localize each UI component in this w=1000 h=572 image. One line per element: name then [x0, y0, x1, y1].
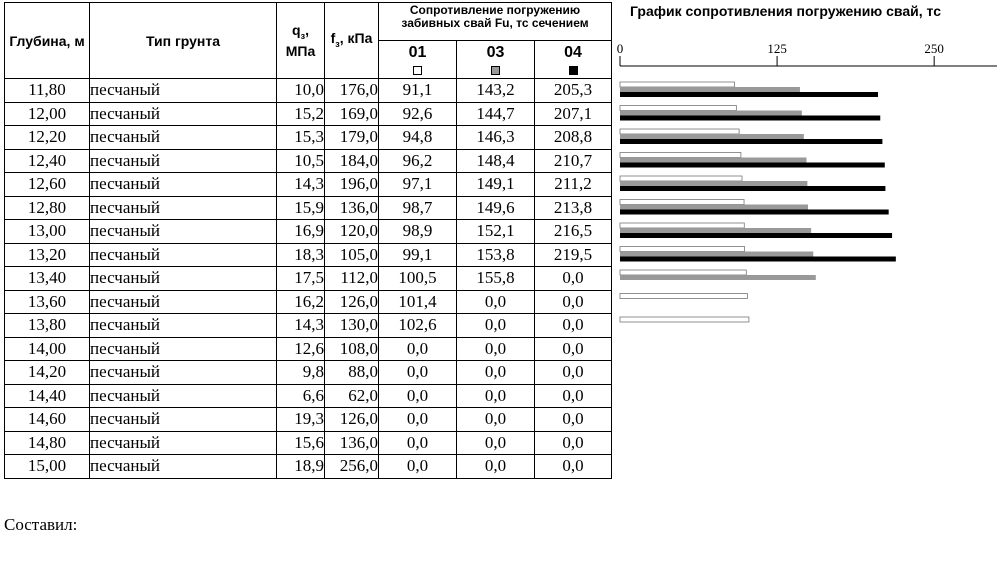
legend-marker-04: [535, 61, 612, 79]
depth-cell: 11,80: [5, 79, 90, 103]
fu-04-cell: 0,0: [535, 361, 612, 385]
q-cell: 14,3: [277, 173, 325, 197]
bar-01: [620, 176, 742, 181]
depth-cell: 13,20: [5, 243, 90, 267]
x-tick-label: 250: [924, 41, 944, 56]
depth-cell: 14,60: [5, 408, 90, 432]
fu-03-cell: 0,0: [457, 314, 535, 338]
fu-01-cell: 0,0: [379, 384, 457, 408]
fu-01-cell: 98,7: [379, 196, 457, 220]
header-f-sub: з: [335, 38, 340, 49]
f-cell: 62,0: [325, 384, 379, 408]
q-cell: 12,6: [277, 337, 325, 361]
f-cell: 126,0: [325, 408, 379, 432]
fu-03-cell: 144,7: [457, 102, 535, 126]
table-row: [5, 267, 612, 291]
legend-marker-03: [457, 61, 535, 79]
f-cell: 256,0: [325, 455, 379, 479]
soil-type-cell: песчаный: [90, 196, 277, 220]
fu-01-cell: 0,0: [379, 408, 457, 432]
bar-04: [620, 116, 880, 121]
table-row: [5, 173, 612, 197]
resistance-table: [4, 2, 612, 479]
depth-cell: 12,20: [5, 126, 90, 150]
bar-01: [620, 82, 734, 87]
f-cell: 126,0: [325, 290, 379, 314]
header-soil-type: Тип грунта: [90, 3, 277, 79]
depth-cell: 13,40: [5, 267, 90, 291]
soil-type-cell: песчаный: [90, 337, 277, 361]
f-cell: 169,0: [325, 102, 379, 126]
x-tick-label: 125: [767, 41, 787, 56]
fu-03-cell: 0,0: [457, 384, 535, 408]
legend-swatch-01: [413, 66, 422, 75]
fu-03-cell: 0,0: [457, 337, 535, 361]
fu-03-cell: 149,1: [457, 173, 535, 197]
q-cell: 15,6: [277, 431, 325, 455]
q-cell: 17,5: [277, 267, 325, 291]
table-row: [5, 455, 612, 479]
fu-04-cell: 216,5: [535, 220, 612, 244]
fu-04-cell: 210,7: [535, 149, 612, 173]
soil-type-cell: песчаный: [90, 243, 277, 267]
x-tick-label: 0: [616, 41, 624, 56]
bar-03: [620, 87, 800, 92]
f-cell: 88,0: [325, 361, 379, 385]
f-cell: 130,0: [325, 314, 379, 338]
soil-type-cell: песчаный: [90, 361, 277, 385]
table-row: [5, 361, 612, 385]
depth-cell: 13,00: [5, 220, 90, 244]
q-cell: 10,5: [277, 149, 325, 173]
header-section-03: 03: [457, 41, 535, 62]
legend-swatch-03: [491, 66, 500, 75]
bar-01: [620, 270, 746, 275]
soil-type-cell: песчаный: [90, 220, 277, 244]
fu-03-cell: 146,3: [457, 126, 535, 150]
fu-04-cell: 219,5: [535, 243, 612, 267]
depth-cell: 15,00: [5, 455, 90, 479]
fu-04-cell: 0,0: [535, 431, 612, 455]
soil-type-cell: песчаный: [90, 314, 277, 338]
header-q-main: q: [292, 21, 301, 38]
fu-01-cell: 94,8: [379, 126, 457, 150]
fu-01-cell: 92,6: [379, 102, 457, 126]
header-section-01: 01: [379, 41, 457, 62]
fu-01-cell: 0,0: [379, 431, 457, 455]
q-cell: 19,3: [277, 408, 325, 432]
q-cell: 15,3: [277, 126, 325, 150]
table-row: [5, 243, 612, 267]
bar-01: [620, 106, 736, 111]
table-row: [5, 431, 612, 455]
fu-04-cell: 0,0: [535, 408, 612, 432]
fu-03-cell: 155,8: [457, 267, 535, 291]
fu-01-cell: 0,0: [379, 455, 457, 479]
table-row: [5, 126, 612, 150]
bar-04: [620, 257, 896, 262]
fu-03-cell: 0,0: [457, 431, 535, 455]
fu-01-cell: 98,9: [379, 220, 457, 244]
bar-01: [620, 129, 739, 134]
header-resistance-group: Сопротивление погружению забивных свай Fu, тс сечением: [379, 3, 612, 41]
bar-03: [620, 134, 804, 139]
q-cell: 14,3: [277, 314, 325, 338]
bar-04: [620, 92, 878, 97]
fu-04-cell: 0,0: [535, 384, 612, 408]
compiled-by-label: Составил:: [4, 515, 78, 534]
q-cell: 15,9: [277, 196, 325, 220]
fu-03-cell: 0,0: [457, 361, 535, 385]
header-f-main: f: [330, 29, 336, 46]
bar-03: [620, 205, 808, 210]
fu-04-cell: 0,0: [535, 267, 612, 291]
fu-03-cell: 0,0: [457, 290, 535, 314]
header-f-unit: , кПа: [339, 29, 373, 46]
soil-type-cell: песчаный: [90, 267, 277, 291]
fu-03-cell: 152,1: [457, 220, 535, 244]
header-q: [277, 3, 325, 79]
header-f: [325, 3, 379, 79]
f-cell: 179,0: [325, 126, 379, 150]
table-body: [5, 79, 612, 479]
f-cell: 105,0: [325, 243, 379, 267]
fu-03-cell: 149,6: [457, 196, 535, 220]
f-cell: 196,0: [325, 173, 379, 197]
f-cell: 136,0: [325, 196, 379, 220]
table-row: [5, 79, 612, 103]
chart-x-axis: [617, 41, 997, 66]
bar-03: [620, 228, 811, 233]
q-cell: 16,2: [277, 290, 325, 314]
table-row: [5, 102, 612, 126]
depth-cell: 13,80: [5, 314, 90, 338]
fu-04-cell: 0,0: [535, 455, 612, 479]
fu-01-cell: 101,4: [379, 290, 457, 314]
q-cell: 16,9: [277, 220, 325, 244]
bar-04: [620, 186, 885, 191]
table-row: [5, 196, 612, 220]
q-cell: 15,2: [277, 102, 325, 126]
bar-03: [620, 275, 816, 280]
f-cell: 176,0: [325, 79, 379, 103]
soil-type-cell: песчаный: [90, 290, 277, 314]
fu-01-cell: 99,1: [379, 243, 457, 267]
table-row: [5, 149, 612, 173]
depth-cell: 13,60: [5, 290, 90, 314]
fu-01-cell: 0,0: [379, 361, 457, 385]
bar-03: [620, 181, 807, 186]
fu-04-cell: 0,0: [535, 290, 612, 314]
f-cell: 120,0: [325, 220, 379, 244]
fu-03-cell: 148,4: [457, 149, 535, 173]
table-row: [5, 408, 612, 432]
fu-04-cell: 211,2: [535, 173, 612, 197]
soil-type-cell: песчаный: [90, 408, 277, 432]
f-cell: 184,0: [325, 149, 379, 173]
soil-type-cell: песчаный: [90, 384, 277, 408]
fu-01-cell: 0,0: [379, 337, 457, 361]
depth-cell: 12,40: [5, 149, 90, 173]
fu-01-cell: 96,2: [379, 149, 457, 173]
chart-title: График сопротивления погружению свай, тс: [630, 3, 941, 19]
q-cell: 10,0: [277, 79, 325, 103]
fu-04-cell: 0,0: [535, 314, 612, 338]
fu-01-cell: 100,5: [379, 267, 457, 291]
bar-01: [620, 223, 744, 228]
soil-type-cell: песчаный: [90, 431, 277, 455]
bar-04: [620, 139, 882, 144]
bar-01: [620, 200, 744, 205]
soil-type-cell: песчаный: [90, 149, 277, 173]
bar-03: [620, 111, 802, 116]
fu-03-cell: 153,8: [457, 243, 535, 267]
depth-cell: 12,60: [5, 173, 90, 197]
fu-04-cell: 208,8: [535, 126, 612, 150]
header-depth: Глубина, м: [5, 3, 90, 79]
soil-type-cell: песчаный: [90, 126, 277, 150]
depth-cell: 12,80: [5, 196, 90, 220]
fu-01-cell: 97,1: [379, 173, 457, 197]
fu-01-cell: 91,1: [379, 79, 457, 103]
fu-03-cell: 143,2: [457, 79, 535, 103]
f-cell: 112,0: [325, 267, 379, 291]
table-row: [5, 220, 612, 244]
fu-04-cell: 205,3: [535, 79, 612, 103]
depth-cell: 14,80: [5, 431, 90, 455]
bar-01: [620, 247, 745, 252]
bar-01: [620, 294, 747, 299]
bar-01: [620, 153, 741, 158]
soil-type-cell: песчаный: [90, 455, 277, 479]
soil-type-cell: песчаный: [90, 173, 277, 197]
bar-04: [620, 163, 885, 168]
q-cell: 9,8: [277, 361, 325, 385]
header-q-unit: , МПа: [285, 21, 316, 60]
bar-01: [620, 317, 749, 322]
fu-04-cell: 213,8: [535, 196, 612, 220]
q-cell: 18,3: [277, 243, 325, 267]
fu-01-cell: 102,6: [379, 314, 457, 338]
chart-bars: [620, 82, 896, 322]
f-cell: 108,0: [325, 337, 379, 361]
depth-cell: 12,00: [5, 102, 90, 126]
soil-type-cell: песчаный: [90, 102, 277, 126]
depth-cell: 14,40: [5, 384, 90, 408]
header-section-04: 04: [535, 41, 612, 62]
bar-03: [620, 158, 806, 163]
q-cell: 18,9: [277, 455, 325, 479]
depth-cell: 14,20: [5, 361, 90, 385]
bar-04: [620, 210, 889, 215]
soil-type-cell: песчаный: [90, 79, 277, 103]
f-cell: 136,0: [325, 431, 379, 455]
bar-03: [620, 252, 813, 257]
fu-04-cell: 207,1: [535, 102, 612, 126]
table-row: [5, 314, 612, 338]
table-row: [5, 337, 612, 361]
fu-03-cell: 0,0: [457, 455, 535, 479]
depth-cell: 14,00: [5, 337, 90, 361]
resistance-chart: [612, 0, 1000, 572]
table-row: [5, 290, 612, 314]
q-cell: 6,6: [277, 384, 325, 408]
fu-04-cell: 0,0: [535, 337, 612, 361]
header-q-sub: з: [300, 30, 306, 41]
legend-swatch-04: [569, 66, 578, 75]
bar-04: [620, 233, 892, 238]
table-row: [5, 384, 612, 408]
fu-03-cell: 0,0: [457, 408, 535, 432]
legend-marker-01: [379, 61, 457, 79]
